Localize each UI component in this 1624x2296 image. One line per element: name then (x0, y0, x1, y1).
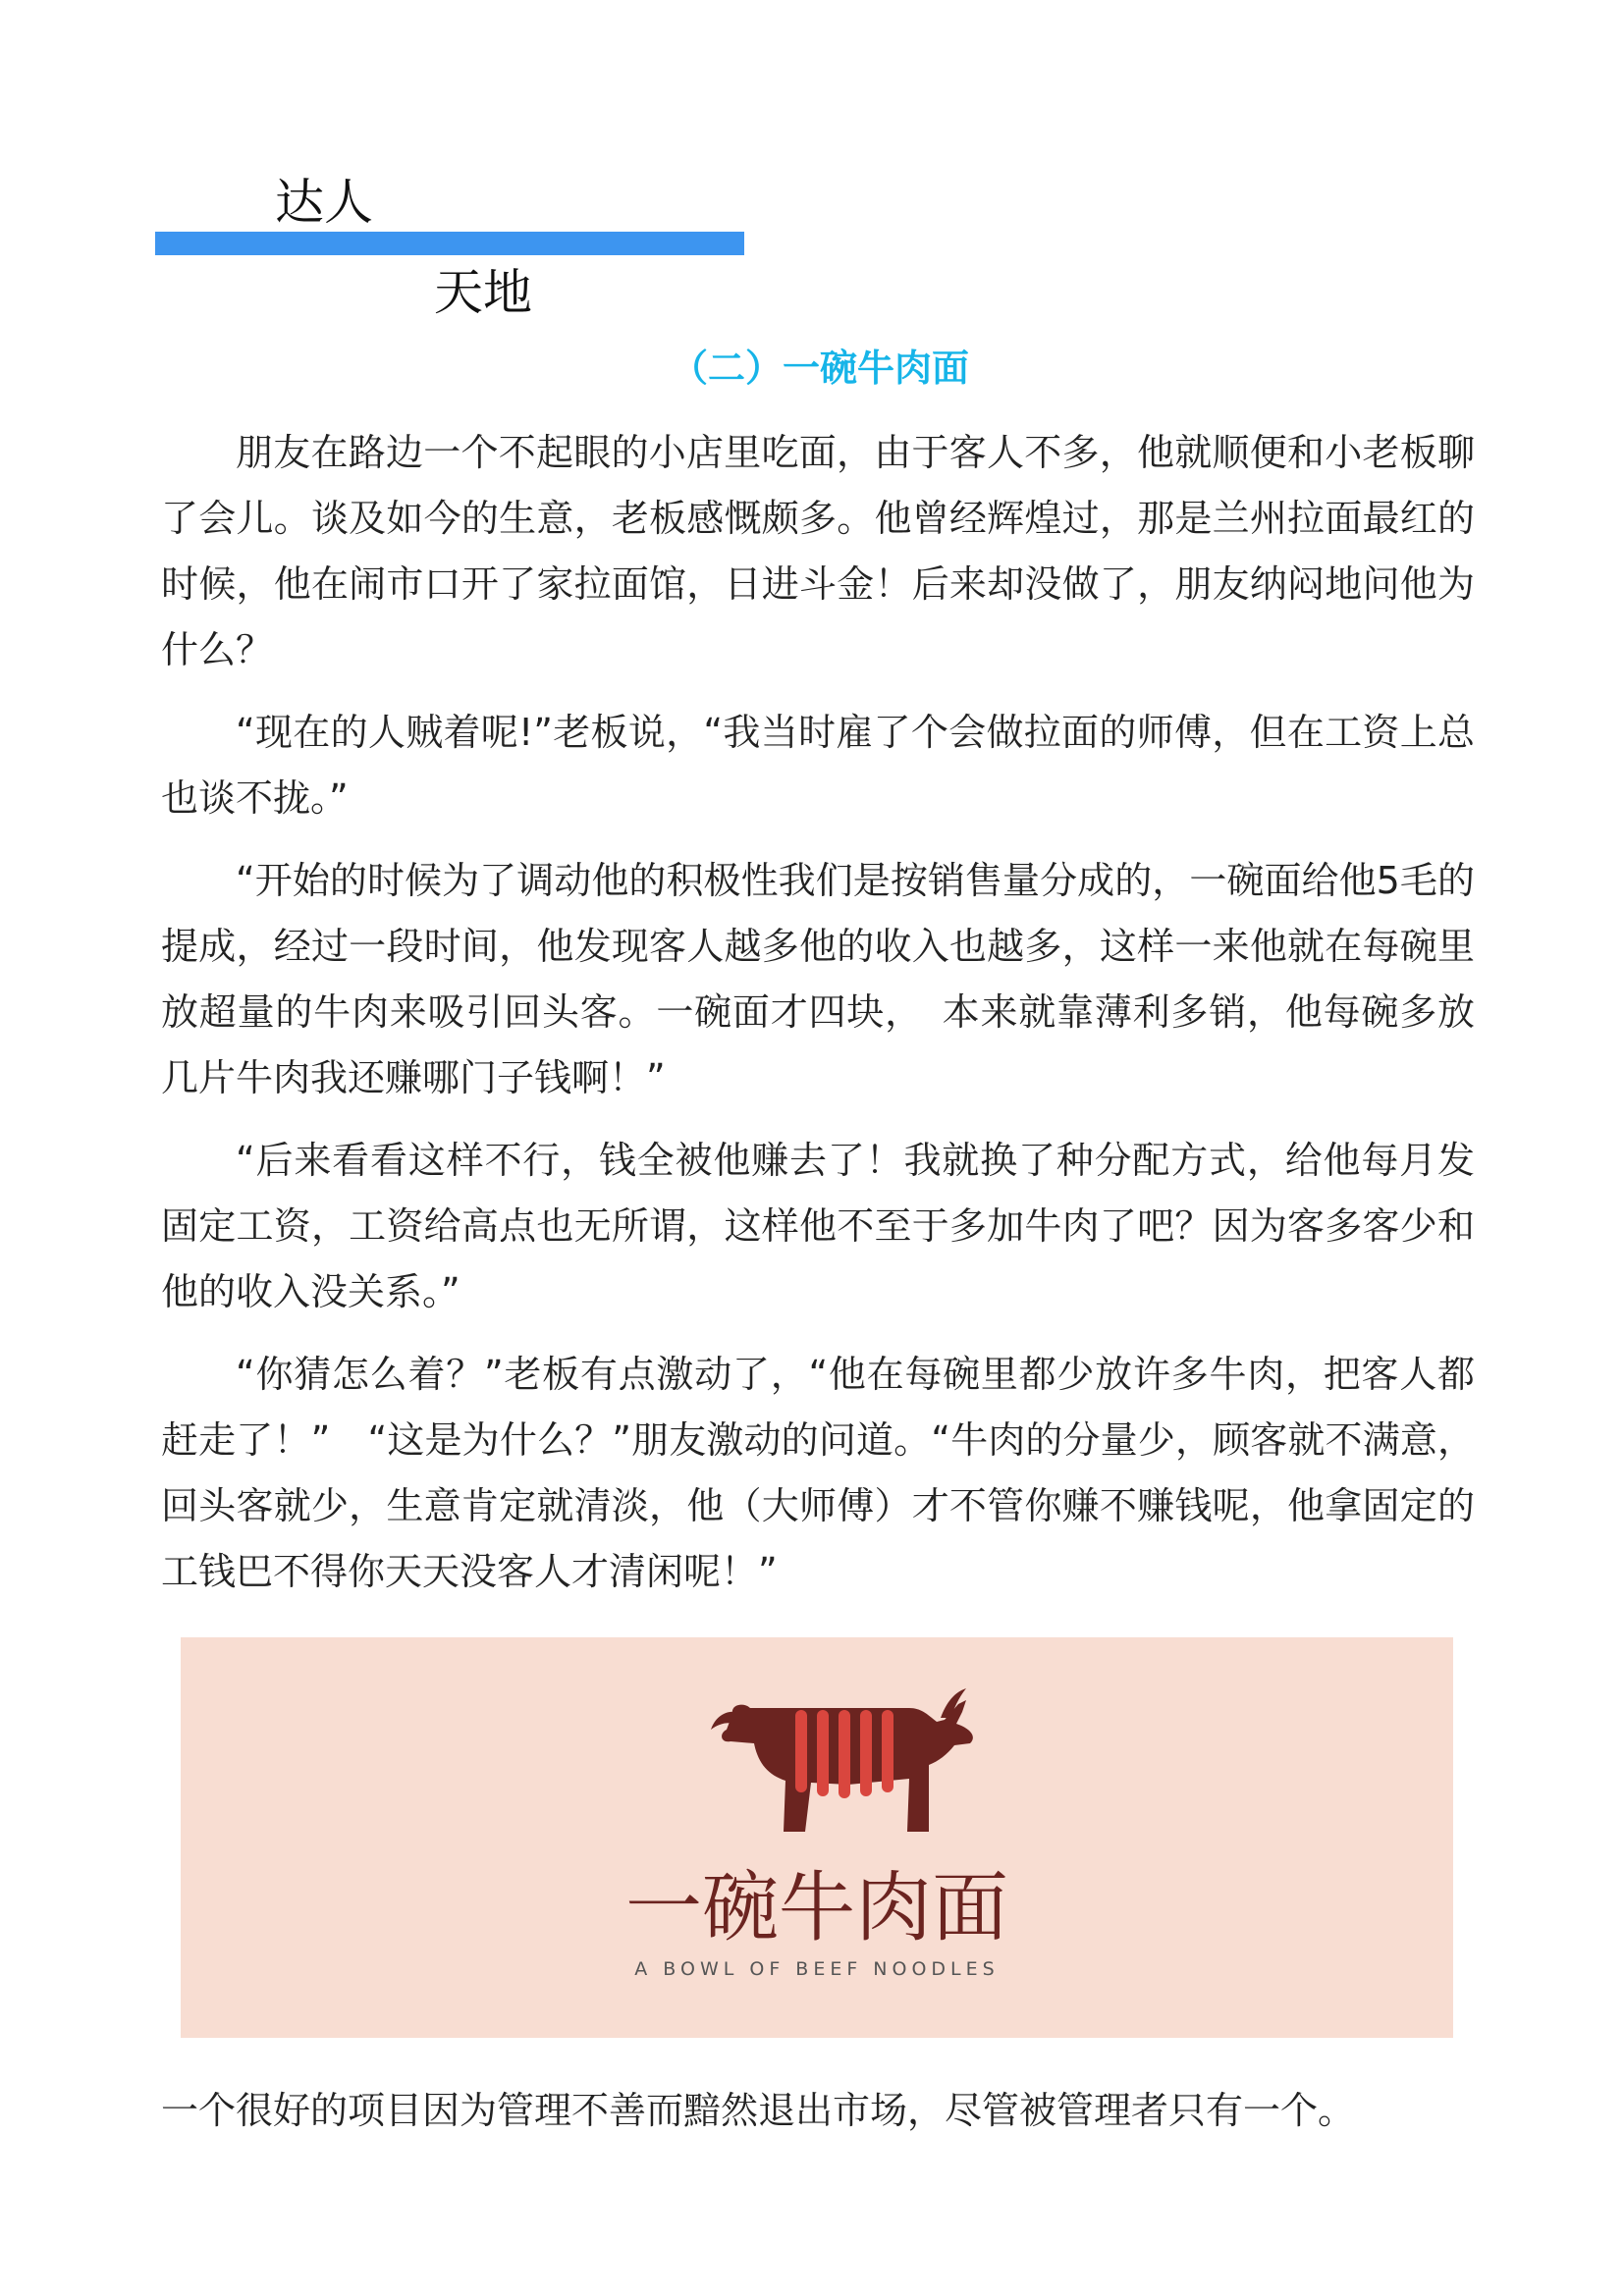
closing-sentence: 一个很好的项目因为管理不善而黯然退出市场，尽管被管理者只有一个。 (161, 2089, 1356, 2132)
ox-stripe (882, 1710, 893, 1792)
ox-stripe (795, 1710, 807, 1792)
section-title-word-1: 达人 (275, 174, 373, 231)
section-title-bar (155, 232, 744, 255)
ox-stripe (860, 1710, 872, 1796)
paragraph: “现在的人贼着呢!”老板说，“我当时雇了个会做拉面的师傅，但在工资上总也谈不拢。” (161, 711, 1475, 820)
paragraph: 朋友在路边一个不起眼的小店里吃面，由于客人不多，他就顺便和小老板聊了会儿。谈及如今的生意，老板感慨颇多。他曾经辉煌过，那是兰州拉面最红的时候，他在闹市口开了家拉面馆，日进斗金！后来却没做了，朋友纳闷地问他为什么？ (161, 431, 1475, 671)
ox-icon (701, 1684, 996, 1842)
beef-noodle-logo-figure (181, 1637, 1453, 2038)
article-subtitle: （二）一碗牛肉面 (670, 347, 969, 390)
ox-stripe (817, 1710, 829, 1796)
paragraph: “后来看看这样不行，钱全被他赚去了！我就换了种分配方式，给他每月发固定工资，工资给高点也无所谓，这样他不至于多加牛肉了吧？因为客多客少和他的收入没关系。” (161, 1139, 1475, 1313)
logo-title: 一碗牛肉面 (624, 1864, 1008, 1952)
logo-subtitle: A BOWL OF BEEF NOODLES (634, 1958, 1000, 1980)
article-body (161, 420, 1475, 1622)
ox-stripe (839, 1710, 850, 1798)
paragraph: “开始的时候为了调动他的积极性我们是按销售量分成的，一碗面给他5毛的提成，经过一段时间，他发现客人越多他的收入也越多，这样一来他就在每碗里放超量的牛肉来吸引回头客。一碗面才四块， 本来就靠薄利多销，他每碗多放几片牛肉我还赚哪门子钱啊！” (161, 859, 1475, 1099)
paragraph: “你猜怎么着？”老板有点激动了，“他在每碗里都少放许多牛肉，把客人都赶走了！” “这是为什么？”朋友激动的问道。“牛肉的分量少，顾客就不满意，回头客就少，生意肯定就清淡，他（大师傅）才不管你赚不赚钱呢，他拿固定的工钱巴不得你天天没客人才清闲呢！” (161, 1353, 1475, 1593)
section-title-word-2: 天地 (434, 264, 532, 321)
